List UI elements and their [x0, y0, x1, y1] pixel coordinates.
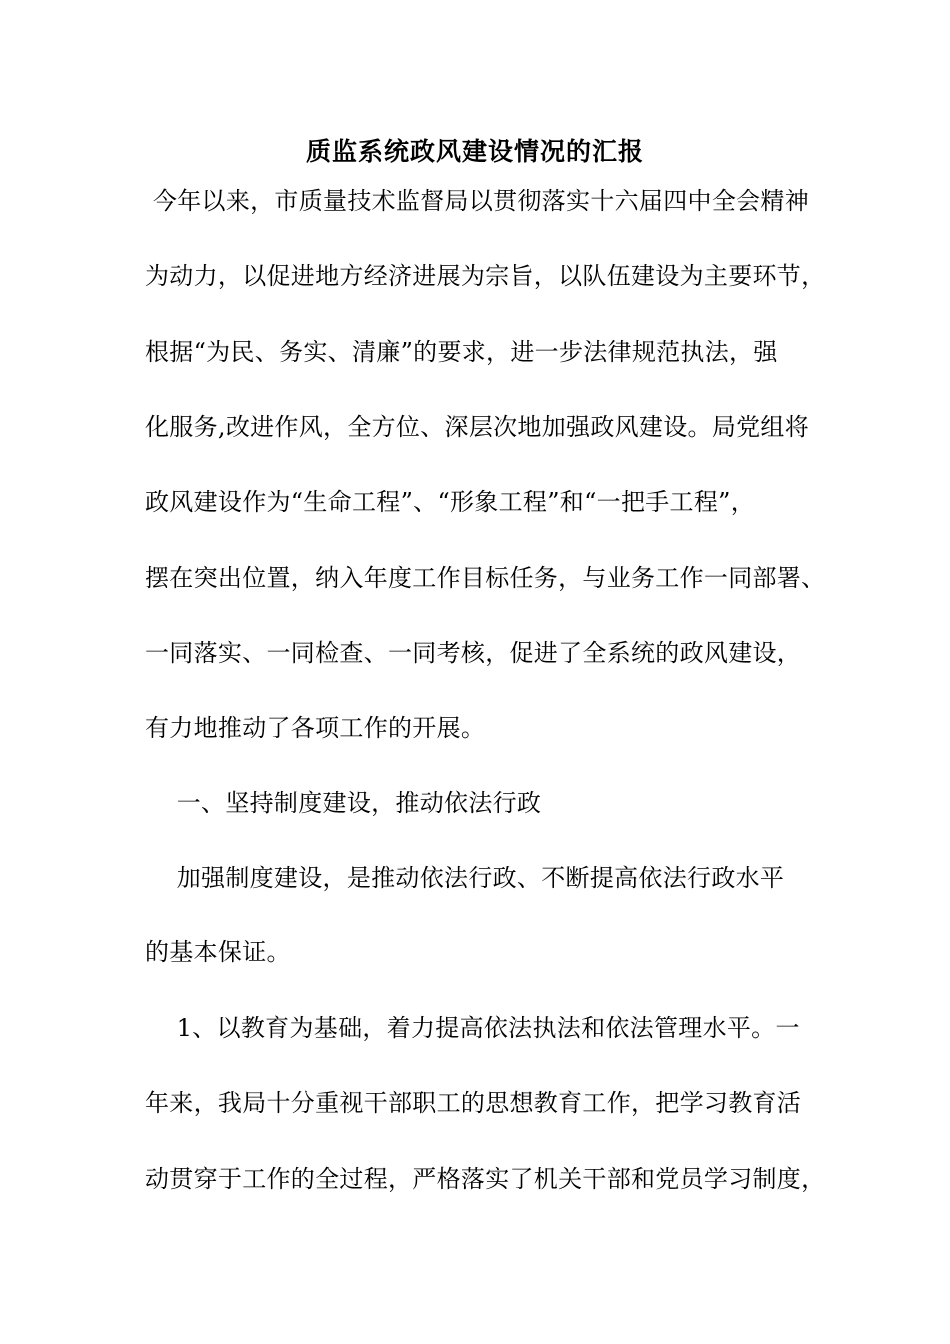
- paragraph-line: 有力地推动了各项工作的开展。: [145, 714, 486, 742]
- paragraph-line: 摆在突出位置，纳入年度工作目标任务，与业务工作一同部署、: [145, 564, 826, 592]
- document-title: 质监系统政风建设情况的汇报: [305, 137, 644, 166]
- paragraph-line: 年来，我局十分重视干部职工的思想教育工作，把学习教育活: [145, 1089, 802, 1117]
- paragraph-line: 1、以教育为基础，着力提高依法执法和依法管理水平。一: [145, 1014, 800, 1042]
- section-heading: 一、坚持制度建设，推动依法行政: [145, 789, 542, 817]
- paragraph-line: 为动力，以促进地方经济进展为宗旨，以队伍建设为主要环节，: [145, 262, 826, 290]
- paragraph-line: 加强制度建设，是推动依法行政、不断提高依法行政水平: [145, 864, 785, 892]
- paragraph-line: 的基本保证。: [145, 938, 291, 966]
- paragraph-line: 一同落实、一同检查、一同考核，促进了全系统的政风建设，: [145, 639, 802, 667]
- paragraph-line: 政风建设作为“生命工程”、“形象工程”和“一把手工程”，: [145, 488, 756, 516]
- paragraph-line: 根据“为民、务实、清廉”的要求，进一步法律规范执法，强: [145, 338, 778, 366]
- paragraph-line: 今年以来，市质量技术监督局以贯彻落实十六届四中全会精神: [145, 187, 810, 215]
- paragraph-line: 化服务,改进作风，全方位、深层次地加强政风建设。局党组将: [145, 413, 810, 441]
- paragraph-line: 动贯穿于工作的全过程，严格落实了机关干部和党员学习制度，: [145, 1165, 826, 1193]
